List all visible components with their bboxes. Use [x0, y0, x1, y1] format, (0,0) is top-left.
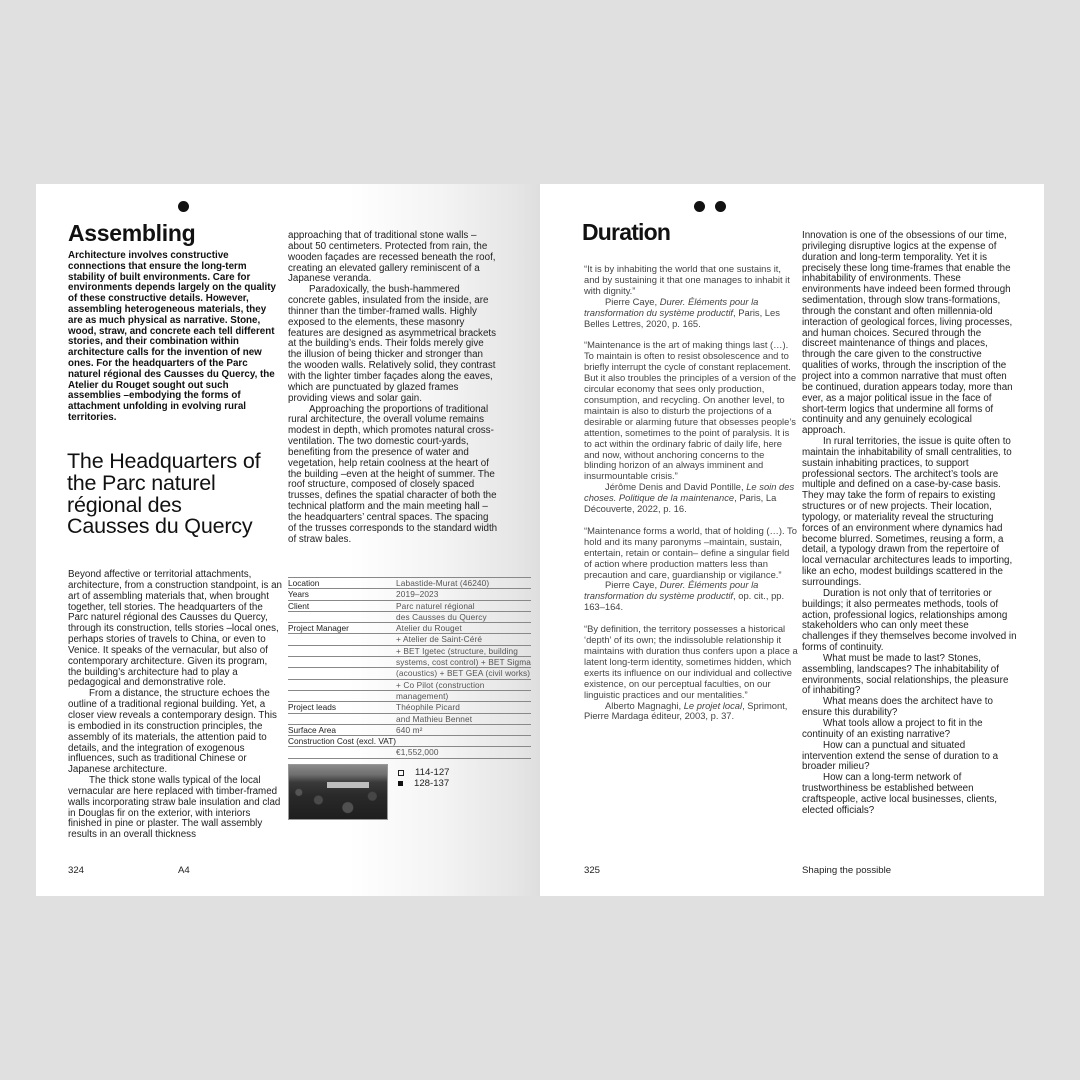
info-value: (acoustics) + BET GEA (civil works) — [396, 668, 531, 679]
info-value: Atelier du Rouget — [396, 623, 531, 634]
quote-text: “By definition, the territory possesses a historical ‘depth’ of its own; the indissoluble relationship it maintains with duration thus confers upon a place a latent long-term identity, sometimes hidden, which exerts its influence on our individual and collective existence, on our perceptual faculties, on our linguistic practices and our mentalities.” — [584, 623, 798, 700]
info-value: €1,552,000 — [396, 747, 531, 758]
body-column-2 — [288, 231, 498, 545]
open-square-icon — [398, 770, 404, 776]
info-key: Project Manager — [288, 623, 396, 634]
info-key: Surface Area — [288, 724, 396, 735]
info-row — [288, 634, 531, 645]
section-title: Assembling — [68, 220, 196, 246]
info-row — [288, 645, 531, 656]
folio: 324 — [68, 865, 85, 876]
section-title: Duration — [582, 219, 671, 245]
citation-author: Pierre Caye, — [605, 579, 660, 591]
article-subtitle: The Headquarters of the Parc naturel régional des Causses du Quercy — [67, 449, 261, 539]
info-value: Labastide-Murat (46240) — [396, 578, 531, 589]
info-key — [288, 657, 396, 668]
info-value: des Causses du Quercy — [396, 611, 531, 622]
info-row — [288, 623, 531, 634]
body-paragraph: From a distance, the structure echoes the outline of a traditional regional building. Yet, a closer view reveals a contemporary design. This is embodied in its construction principles, the assembly of its materials, the attention paid to details, and the integration of exogenous influences, such as traditional Chinese or Japanese architecture. — [68, 688, 277, 776]
info-key — [288, 713, 396, 724]
citation-details: , op. cit., pp. 163–164. — [584, 590, 785, 613]
body-paragraph: What tools allow a project to fit in the continuity of an existing narrative? — [802, 717, 983, 740]
info-value: + Co Pilot (construction — [396, 679, 531, 690]
info-key — [288, 690, 396, 701]
page-ref-item[interactable] — [398, 767, 450, 778]
folio: 325 — [584, 865, 601, 876]
quote-text: “Maintenance forms a world, that of holding (…). To hold and its many paronyms –maintain, sustain, entertain, retain or contain– define a singular field of action where production matters less than precaution and care, guardianship or vigilance.” — [584, 524, 797, 580]
quote-block — [584, 526, 798, 613]
body-paragraph: Paradoxically, the bush-hammered concrete gables, insulated from the inside, are thinner than the timber-framed walls. Highly exposed to the elements, these masonry features are designed as asymmetrical brackets at the building’s ends. Their folds merely give the illusion of being thicker and stronger than the wooden walls. Relatively solid, they contrast with the lighter timber façades along the eaves, which are punctuated by glazed frames providing views and solar gain. — [288, 284, 497, 404]
section-dot-icon — [715, 201, 726, 212]
citation-author: Jérôme Denis and David Pontille, — [605, 481, 747, 493]
body-paragraph: Duration is not only that of territories or buildings; it also permeates methods, tools of action, professional logics, relationships among stakeholders who can only meet these challenges if they themselves become involved in forms of continuity. — [802, 587, 1017, 654]
info-row — [288, 589, 531, 600]
info-value: + BET Igetec (structure, building — [396, 645, 531, 656]
citation-title: Durer. Éléments pour la transformation du système productif — [584, 579, 759, 602]
info-row — [288, 578, 531, 589]
quote-citation — [584, 297, 798, 330]
filled-square-icon — [398, 781, 403, 786]
info-key — [288, 645, 396, 656]
body-column — [802, 231, 1018, 817]
info-key: Project leads — [288, 702, 396, 713]
citation-author: Pierre Caye, — [605, 295, 660, 307]
lead-paragraph: Architecture involves constructive connections that ensure the long-term stability of built environments. Care for environments depends largely on the quality of these constructive details. However, assembling heterogeneous materials, they are as much physical as narrative. Stone, wood, straw, and concrete each tell different stories, and their combination within architecture calls for the invention of new ones. For the headquarters of the Parc naturel régional des Causses du Quercy, the Atelier du Rouget sought out such assemblies –embodying the forms of attachment unfolding in evolving rural territories. — [68, 250, 276, 423]
body-paragraph: The thick stone walls typical of the local vernacular are here replaced with timber-framed walls incorporating straw bale insulation and clad in Douglas fir on the exterior, with interiors finished in pine or plaster. The wall assembly results in an overall thickness — [68, 775, 281, 841]
info-row — [288, 611, 531, 622]
info-row — [288, 668, 531, 679]
quote-block — [584, 340, 798, 515]
info-row — [288, 713, 531, 724]
info-value: systems, cost control) + BET Sigma — [396, 657, 531, 668]
body-paragraph: How can a long-term network of trustworthiness be established between craftspeople, active local businesses, clients, elected officials? — [802, 772, 997, 816]
info-value: Théophile Picard — [396, 702, 531, 713]
info-value: + Atelier de Saint-Céré — [396, 634, 531, 645]
citation-details: , Paris, Les Belles Lettres, 2020, p. 165. — [584, 306, 780, 329]
quote-block — [584, 264, 798, 329]
project-info-table — [288, 577, 531, 759]
info-key — [288, 611, 396, 622]
info-key: Construction Cost (excl. VAT) — [288, 736, 397, 747]
info-value: and Mathieu Bennet — [396, 713, 531, 724]
body-paragraph: What must be made to last? Stones, assembling, landscapes? The inhabitability of environments, social relationships, the pleasure of inhabiting? — [802, 652, 1009, 697]
quote-block — [584, 624, 798, 722]
left-page — [36, 184, 540, 896]
project-thumbnail[interactable] — [288, 764, 388, 820]
page-ref-label: 114-127 — [415, 767, 450, 778]
body-paragraph: Innovation is one of the obsessions of our time, privileging disruptive logics at the expense of duration and long-term temporality. Yet it is precisely these long time-frames that enable the inhabitability of environments. These environments have indeed been formed through sedimentation, through slow trans-formations, through the constant and often millennia-old interaction of geological forces, living processes, and human choices. Secured through the discreet maintenance of things and places, through the care given to the constructive qualities of works, through the inscription of the project into a common narrative that must often be continued, duration appears today, more than ever, as a major political issue in the face of short-term logics that undermine all forms of continuity and any genuinely ecological approach. — [802, 230, 1013, 437]
body-paragraph: How can a punctual and situated intervention extend the sense of duration to a broader milieu? — [802, 739, 999, 773]
info-key — [288, 634, 396, 645]
right-page — [540, 184, 1044, 896]
info-value: 640 m² — [396, 724, 531, 735]
info-row — [288, 657, 531, 668]
page-references — [398, 767, 450, 789]
photo-building — [327, 782, 369, 788]
citation-title: Le soin des choses. Politique de la maintenance — [584, 481, 795, 504]
quote-text: “Maintenance is the art of making things last (…). To maintain is often to resist obsolescence and to briefly interrupt the cycle of constant replacement. But it also troubles the principles of a version of the circular economy that sees only production, consumption, and recycling. On another level, to maintain is also to disturb the projections of a desirable or alarming future that obsesses people’s attention, sometimes to the point of paralysis. It is to act within the ordinary fabric of daily life, here and now, without anchoring concerns to the blinding horizon of an always imminent and insurmountable crisis.” — [584, 339, 797, 482]
quote-citation — [584, 580, 798, 613]
info-row — [288, 736, 531, 747]
info-value: 2019–2023 — [396, 589, 531, 600]
info-row — [288, 690, 531, 701]
body-paragraph: approaching that of traditional stone walls –about 50 centimeters. Protected from rain, the wooden façades are recessed beneath the roof, creating an elevated gallery reminiscent of a Japanese veranda. — [288, 230, 496, 285]
info-key: Client — [288, 600, 396, 611]
citation-details: , Paris, La Découverte, 2022, p. 16. — [584, 492, 777, 515]
body-paragraph: Beyond affective or territorial attachments, architecture, from a construction standpoint, is an art of assembling materials that, when brought together, tell stories. The headquarters of the Parc naturel régional des Causses du Quercy, through its construction, tells stories –local ones, perhaps stories of travels to China, or even to Venice. It speaks of the vernacular, but also of contemporary architecture. Given its program, the building’s architecture had to play a pedagogical and demonstrative role. — [68, 569, 283, 689]
citation-details: , Sprimont, Pierre Mardaga éditeur, 2003, p. 37. — [584, 699, 788, 722]
body-paragraph: In rural territories, the issue is quite often to maintain the inhabitability of small centralities, to sustain inhabiting practices, to support professional sectors. The architect’s tools are multiple and defined on a case-by-case basis. They may take the form of repairs to existing structures or of new projects. Their location, typology, or materiality reveal the structuring forces of an environment where dynamics had become blurred. Sometimes, reusing a form, a detail, a typology drawn from the repertoire of local vernacular architectures leads to importing, like an echo, modest buildings scattered in the surroundings. — [802, 436, 1013, 588]
info-value — [396, 736, 531, 747]
page-ref-label: 128-137 — [414, 778, 450, 789]
section-dot-icon — [694, 201, 705, 212]
citation-author: Alberto Magnaghi, — [605, 699, 684, 711]
section-dot-icon — [178, 201, 189, 212]
info-row — [288, 747, 531, 758]
info-key: Location — [288, 578, 396, 589]
body-column-1 — [68, 570, 282, 841]
info-key: Years — [288, 589, 396, 600]
info-value: Parc naturel régional — [396, 600, 531, 611]
quote-citation — [584, 482, 798, 515]
citation-title: Durer. Éléments pour la transformation du système productif — [584, 295, 759, 318]
info-key — [288, 668, 396, 679]
running-head: A4 — [178, 865, 190, 876]
page-ref-item[interactable] — [398, 778, 450, 789]
info-row — [288, 600, 531, 611]
info-row — [288, 702, 531, 713]
body-paragraph: Approaching the proportions of traditional rural architecture, the overall volume remains modest in depth, which promotes natural cross-ventilation. The two domestic court-yards, benefiting from the presence of water and vegetation, help retain coolness at the heart of the building –even at the height of summer. The roof structure, composed of closely spaced trusses, defines the spatial character of both the technical platform and the main meeting hall –the headquarters’ central spaces. The spacing of the trusses corresponds to the standard width of straw bales. — [288, 403, 498, 545]
quote-text: “It is by inhabiting the world that one sustains it, and by sustaining it that one manages to inhabit it with dignity.” — [584, 263, 790, 296]
info-row — [288, 679, 531, 690]
info-row — [288, 724, 531, 735]
running-head: Shaping the possible — [802, 865, 892, 876]
info-key — [288, 679, 396, 690]
info-value: management) — [396, 690, 531, 701]
quotes-column — [584, 264, 798, 733]
quote-citation — [584, 701, 798, 723]
citation-title: Le projet local — [683, 699, 743, 711]
info-key — [288, 747, 396, 758]
body-paragraph: What means does the architect have to ensure this durability? — [802, 696, 993, 719]
